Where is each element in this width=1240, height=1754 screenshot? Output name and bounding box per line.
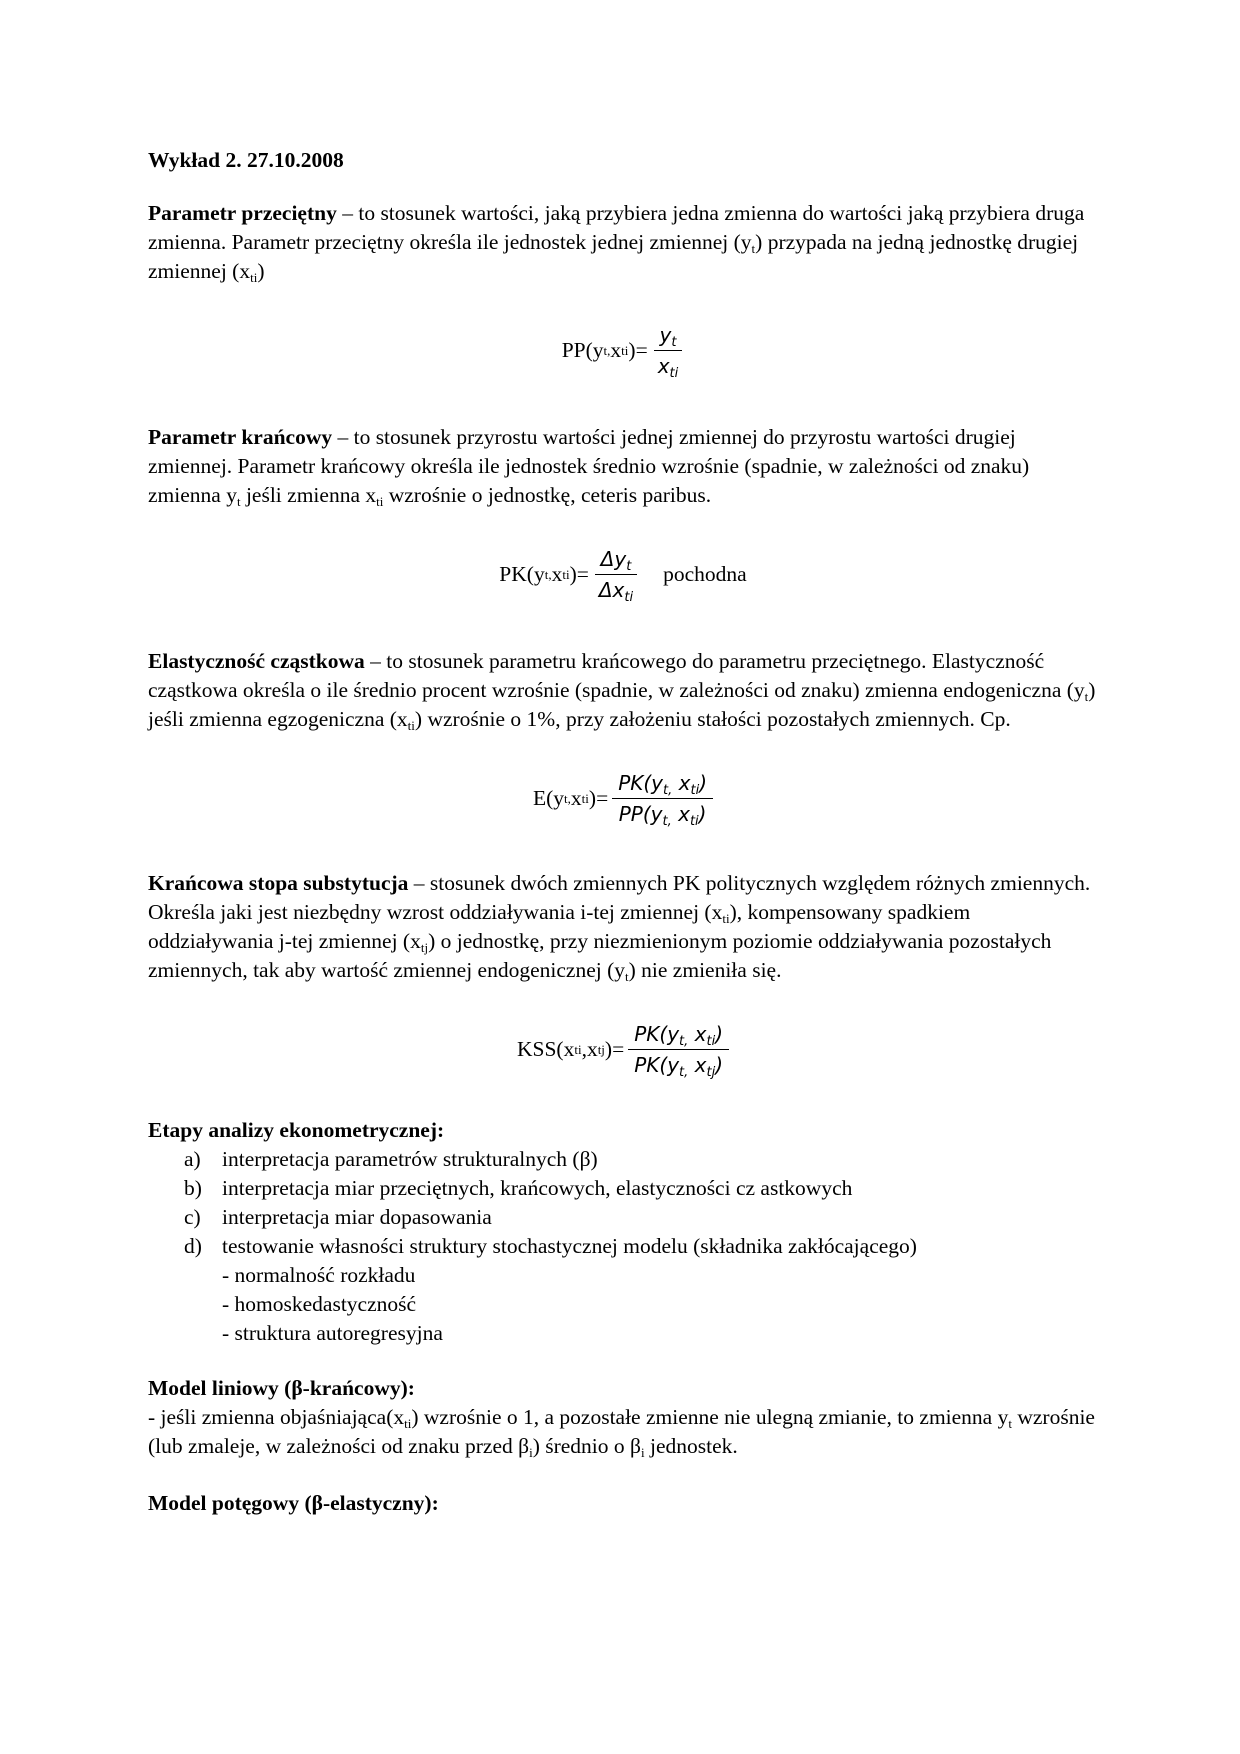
lecture-title: Wykład 2. 27.10.2008 xyxy=(148,148,344,172)
formula-pk: PK(y t, x ti )= $\frac{\Delta y_t}{\Delta x_{ti}}$ pochodna xyxy=(148,544,1098,605)
etapy-list xyxy=(148,1145,1098,1261)
list-item: c) interpretacja miar dopasowania xyxy=(184,1205,492,1229)
model-liniowy-text: - jeśli zmienna $objaśniająca(x_{ti})$ wzrośnie o 1, a pozostałe zmienne nie ulegną zmianie, to zmienna $y_t$ wzrośnie (lub zmaleje, w zależności od znaku przed $\beta_i$) średnio o $\beta_i$ jednostek. xyxy=(148,1405,1095,1460)
formula-kss: KSS(x ti , x tj )= $\frac{PK(y_{t,} x_{ti})}{PK(y_{t,} x_{tj})}$ xyxy=(148,1019,1098,1080)
paragraph-parametr-przecietny: Parametr przeciętny – to stosunek wartości, jaką przybiera jedna zmienna do wartości jaką przybiera druga zmienna. Parametr przeciętny określa ile jednostek jednej zmiennej $(y_t)$ przypada na jedną jednostkę drugiej zmiennej $(x_{ti})$ xyxy=(148,201,1085,285)
list-subitem: - normalność rozkładu xyxy=(222,1263,416,1287)
term-parametr-kr: Parametr krańcowy xyxy=(148,425,333,449)
list-subitem: - struktura autoregresyjna xyxy=(222,1321,443,1345)
fraction-pp: $\frac{y_t}{x_{ti}}$ xyxy=(652,320,685,381)
formula-e: E(y t, x ti )= $\frac{PK(y_{t,} x_{ti})}{PP(y_{t,} x_{ti})}$ xyxy=(148,768,1098,829)
model-potegowy-heading: Model potęgowy (β-elastyczny): xyxy=(148,1491,439,1515)
paragraph-kss: Krańcowa stopa substytucja – stosunek dwóch zmiennych PK politycznych względem różnych zmiennych. Określa jaki jest niezbędny wzrost oddziaływania i-tej zmiennej $(x_{ti})$, kompensowany spadkiem oddziaływania j-tej zmiennej $(x_{tj})$ o jednostkę, przy niezmienionym poziomie oddziaływania pozostałych zmiennych, tak aby wartość zmiennej endogenicznej $(y_t)$ nie zmieniła się. xyxy=(148,871,1091,984)
list-item: d) testowanie własności struktury stochastycznej modelu (składnika zakłócającego) xyxy=(184,1234,917,1258)
model-liniowy-heading: Model liniowy (β-krańcowy): xyxy=(148,1376,415,1400)
document-page xyxy=(148,148,1098,1518)
term-parametr-przecietny: Parametr przeciętny xyxy=(148,201,337,225)
fraction-kss: $\frac{PK(y_{t,} x_{ti})}{PK(y_{t,} x_{tj})}$ xyxy=(628,1019,729,1080)
etapy-heading: Etapy analizy ekonometrycznej: xyxy=(148,1118,445,1142)
etapy-sublist xyxy=(148,1261,1098,1348)
term-kss: Krańcowa stopa substytucja xyxy=(148,871,409,895)
term-elastycznosc: Elastyczność cząstkowa xyxy=(148,649,365,673)
paragraph-parametr-kr: Parametr krańcowy – to stosunek przyrostu wartości jednej zmiennej do przyrostu wartości drugiej zmiennej. Parametr krańcowy określa ile jednostek średnio wzrośnie (spadnie, w zależności od znaku) zmienna $y_t$ jeśli zmienna $x_{ti}$ wzrośnie o jednostkę, ceteris paribus. xyxy=(148,425,1030,509)
fraction-pk: $\frac{\Delta y_t}{\Delta x_{ti}}$ xyxy=(593,544,639,605)
list-item: b) interpretacja miar przeciętnych, krańcowych, elastyczności cz astkowych xyxy=(184,1176,853,1200)
fraction-e: $\frac{PK(y_{t,} x_{ti})}{PP(y_{t,} x_{ti})}$ xyxy=(612,768,713,829)
list-item: a) interpretacja parametrów strukturalnych (β) xyxy=(184,1147,598,1171)
list-subitem: - homoskedastyczność xyxy=(222,1292,417,1316)
paragraph-elastycznosc: Elastyczność cząstkowa – to stosunek parametru krańcowego do parametru przeciętnego. Elastyczność cząstkowa określa o ile średnio procent wzrośnie (spadnie, w zależności od znaku) zmienna endogeniczna $(y_t)$ jeśli zmienna egzogeniczna $(x_{ti})$ wzrośnie o 1%, przy założeniu stałości pozostałych zmiennych. Cp. xyxy=(148,649,1096,733)
pochodna-note: pochodna xyxy=(663,562,747,586)
formula-pp: PP(y t, x ti )= $\frac{y_t}{x_{ti}}$ xyxy=(148,320,1098,381)
